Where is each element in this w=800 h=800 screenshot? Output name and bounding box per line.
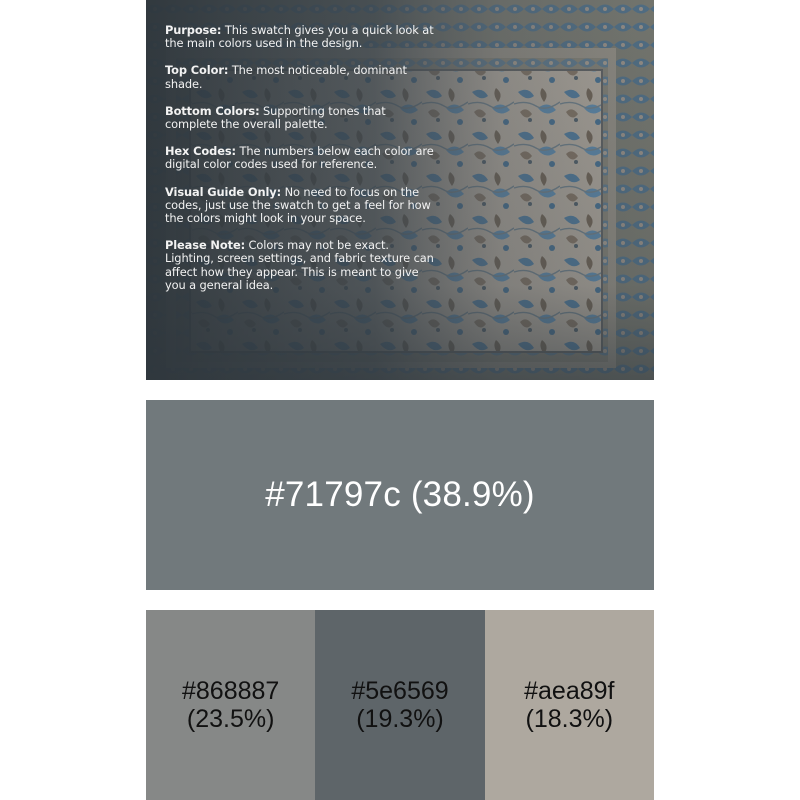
info-text-block (165, 24, 435, 306)
secondary-color-hex: #5e6569 (351, 677, 449, 705)
info-visual-guide-label: Visual Guide Only: (165, 184, 282, 199)
info-bottom-colors-label: Bottom Colors: (165, 103, 260, 118)
secondary-color-percent: (18.3%) (525, 705, 614, 733)
info-hex-codes (165, 145, 435, 171)
info-top-color-label: Top Color: (165, 63, 229, 78)
info-purpose (165, 24, 435, 50)
info-top-color-text: The most noticeable, dominant shade. (165, 63, 407, 91)
info-purpose-label: Purpose: (165, 23, 222, 37)
info-please-note-label: Please Note: (165, 238, 246, 253)
secondary-color-swatch (315, 610, 484, 800)
info-visual-guide-text: No need to focus on the codes, just use the swatch to get a feel for how the colors might look in your space. (165, 184, 431, 226)
secondary-color-swatch (485, 610, 654, 800)
info-bottom-colors-text: Supporting tones that complete the overall palette. (165, 103, 386, 132)
info-hex-codes-text: The numbers below each color are digital color codes used for reference. (165, 144, 434, 172)
secondary-color-swatch (146, 610, 315, 800)
rug-photo-panel (146, 0, 654, 380)
info-visual-guide (165, 186, 435, 226)
secondary-swatch-row (146, 610, 654, 800)
info-top-color (165, 64, 435, 90)
info-please-note-text: Colors may not be exact. Lighting, screen settings, and fabric texture can affect how they appear. This is meant to give you a general idea. (165, 238, 434, 292)
primary-color-swatch (146, 400, 654, 590)
secondary-color-percent: (23.5%) (186, 705, 275, 733)
info-purpose-text: This swatch gives you a quick look at the main colors used in the design. (165, 23, 434, 51)
info-hex-codes-label: Hex Codes: (165, 144, 236, 159)
secondary-color-hex: #868887 (182, 677, 280, 705)
secondary-color-hex: #aea89f (524, 677, 615, 705)
info-please-note (165, 239, 435, 292)
info-bottom-colors (165, 105, 435, 131)
secondary-color-percent: (19.3%) (356, 705, 444, 733)
primary-color-label: #71797c (38.9%) (265, 475, 535, 514)
